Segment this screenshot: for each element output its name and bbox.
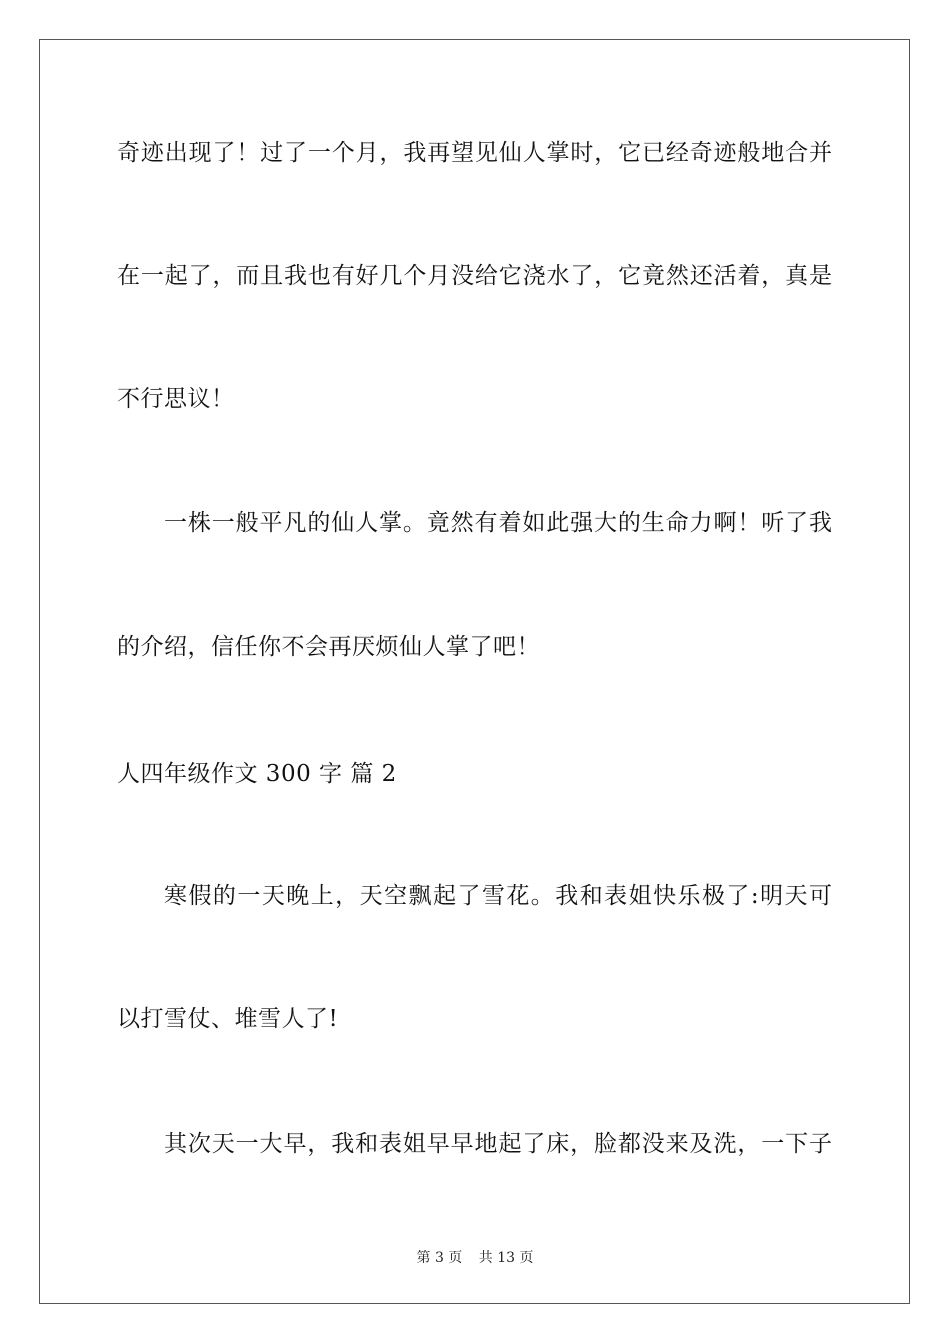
- paragraph-line: 奇迹出现了！过了一个月，我再望见仙人掌时，它已经奇迹般地合并: [117, 140, 832, 166]
- page-number: 第 3 页: [416, 1250, 463, 1266]
- paragraph-line: 以打雪仗、堆雪人了!: [117, 1006, 339, 1032]
- page-total: 共 13 页: [478, 1250, 534, 1266]
- paragraph-line: 在一起了，而且我也有好几个月没给它浇水了，它竟然还活着，真是: [117, 263, 832, 289]
- paragraph-line: 寒假的一天晚上，天空飘起了雪花。我和表姐快乐极了:明天可: [164, 883, 832, 909]
- page-border: [39, 39, 910, 1304]
- paragraph-line: 其次天一大早，我和表姐早早地起了床，脸都没来及洗，一下子: [164, 1131, 832, 1157]
- paragraph-line: 不行思议！: [117, 386, 235, 412]
- paragraph-line: 的介绍，信任你不会再厌烦仙人掌了吧！: [117, 634, 540, 660]
- section-heading: 人四年级作文 300 字 篇 2: [117, 761, 397, 787]
- page-footer: [0, 1247, 950, 1267]
- paragraph-line: 一株一般平凡的仙人掌。竟然有着如此强大的生命力啊！听了我: [164, 510, 832, 536]
